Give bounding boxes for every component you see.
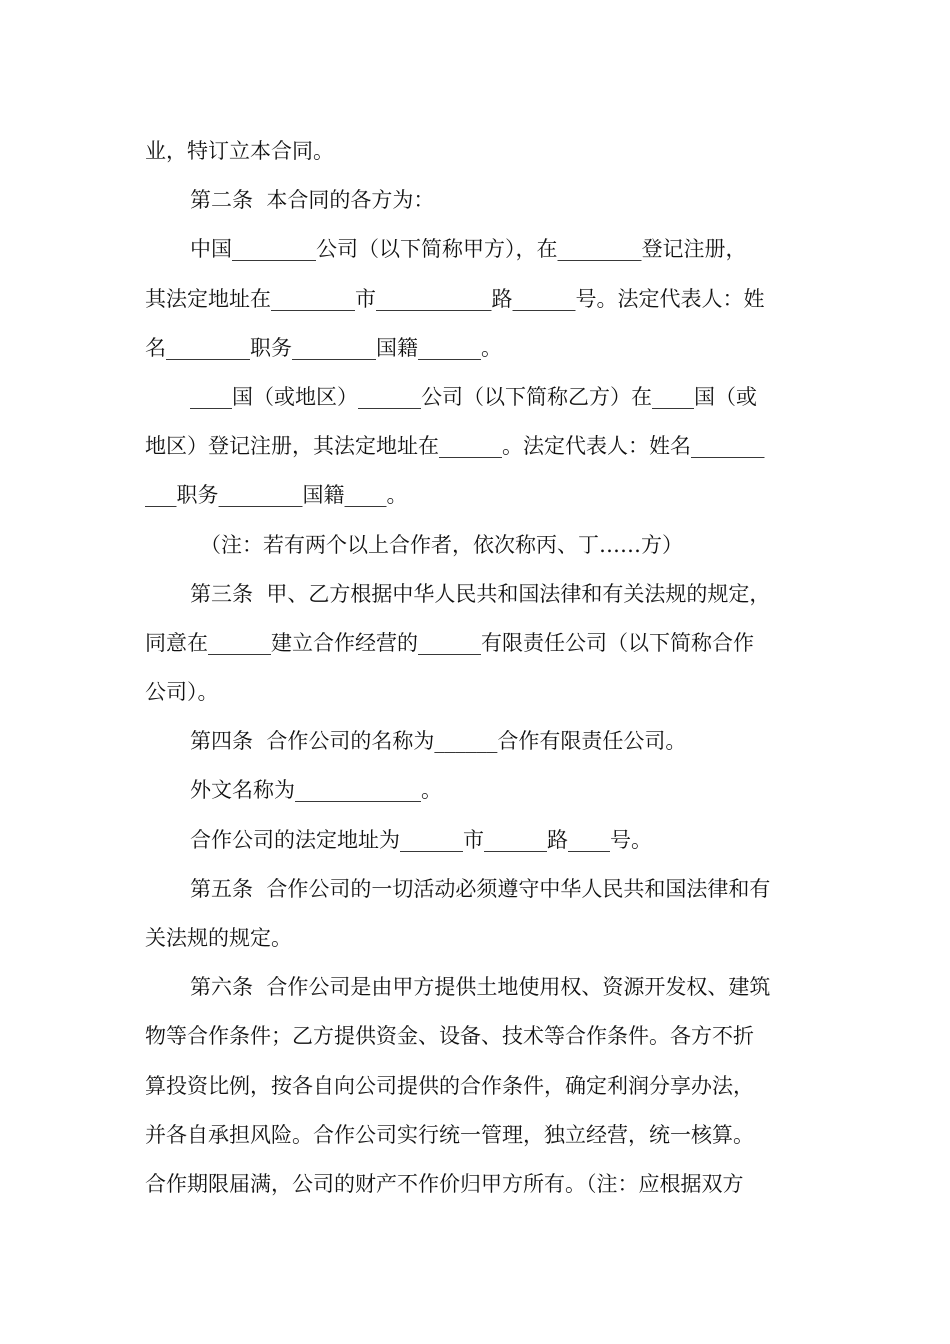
text-line: 中国________公司（以下简称甲方），在________登记注册， <box>190 237 747 262</box>
text-line: 地区）登记注册，其法定地址在______。法定代表人：姓名_______ <box>145 434 765 459</box>
text-line: 合作期限届满，公司的财产不作价归甲方所有。（注：应根据双方 <box>145 1171 744 1196</box>
text-line: 同意在______建立合作经营的______有限责任公司（以下简称合作 <box>145 630 754 655</box>
article-6-heading: 第六条 合作公司是由甲方提供土地使用权、资源开发权、建筑 <box>190 975 771 1000</box>
text-line: 公司）。 <box>145 680 219 705</box>
text-line: 关法规的规定。 <box>145 926 292 950</box>
text-line: 外文名称为____________。 <box>190 778 442 803</box>
article-3-heading: 第三条 甲、乙方根据中华人民共和国法律和有关法规的规定， <box>190 581 771 606</box>
note-line: （注：若有两个以上合作者，依次称丙、丁……方） <box>200 532 683 557</box>
text-line: 算投资比例，按各自向公司提供的合作条件，确定利润分享办法， <box>145 1073 754 1098</box>
text-line: ___职务________国籍____。 <box>145 483 408 508</box>
text-line: 合作公司的法定地址为______市______路____号。 <box>190 827 652 852</box>
text-line: ____国（或地区）______公司（以下简称乙方）在____国（或 <box>190 384 757 409</box>
article-4-heading: 第四条 合作公司的名称为______合作有限责任公司。 <box>190 729 687 754</box>
text-line: 物等合作条件；乙方提供资金、设备、技术等合作条件。各方不折 <box>145 1024 754 1049</box>
text-line: 其法定地址在________市___________路______号。法定代表人：姓 <box>145 286 765 311</box>
text-line: 并各自承担风险。合作公司实行统一管理，独立经营，统一核算。 <box>145 1122 754 1147</box>
document-body <box>145 127 807 1209</box>
text-line: 名________职务________国籍______。 <box>145 335 502 360</box>
article-5-heading: 第五条 合作公司的一切活动必须遵守中华人民共和国法律和有 <box>190 876 771 901</box>
text-line: 业，特订立本合同。 <box>145 139 334 163</box>
article-2-heading: 第二条 本合同的各方为： <box>190 188 435 213</box>
